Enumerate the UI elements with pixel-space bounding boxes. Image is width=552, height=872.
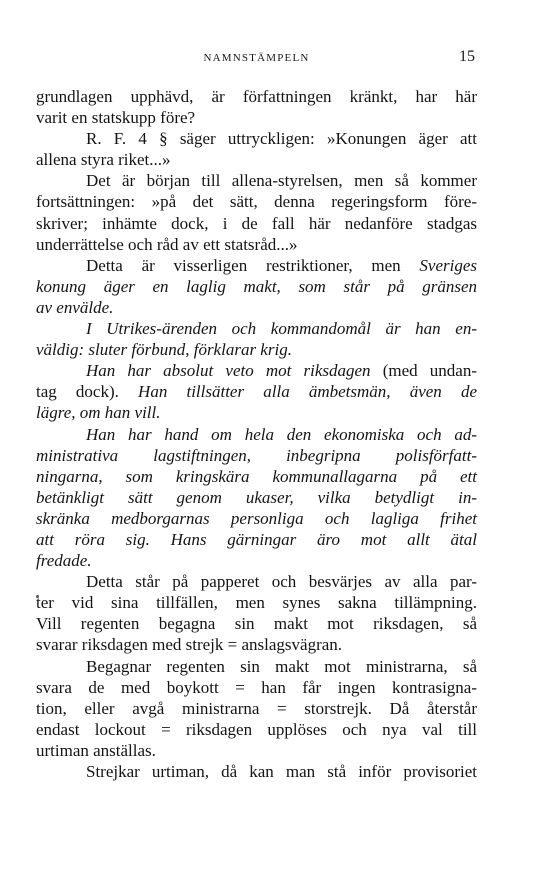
text-line: betänkligt sätt genom ukaser, vilka betydligt in- bbox=[36, 487, 477, 507]
text-line: R. F. 4 § säger uttryckligen: »Konungen äger att bbox=[86, 129, 477, 149]
text-line: urtiman anställas. bbox=[36, 740, 156, 760]
text-line: av envälde. bbox=[36, 297, 114, 317]
paragraph bbox=[36, 424, 477, 572]
text-line: ningarna, som kringskära kommunallagarna på ett bbox=[36, 466, 477, 486]
italic-run: Sveriges bbox=[419, 255, 478, 275]
body-text bbox=[36, 86, 477, 782]
text-line: konung äger en laglig makt, som står på gränsen bbox=[36, 276, 477, 296]
text-line: underrättelse och råd av ett statsråd...» bbox=[36, 234, 298, 254]
text-line: I Utrikes-ärenden och kommandomål är han en- bbox=[86, 319, 477, 339]
paragraph bbox=[36, 318, 477, 360]
text-line: väldig: sluter förbund, förklarar krig. bbox=[36, 340, 292, 360]
text-line: svara de med boykott = han får ingen kontrasigna- bbox=[36, 677, 477, 697]
text-line: varit en statskupp före? bbox=[36, 108, 196, 128]
text-run: Detta är visserligen restriktioner, men bbox=[86, 255, 401, 275]
text-line: skriver; inhämte dock, i de fall här nedanföre stadgas bbox=[36, 213, 477, 233]
paragraph bbox=[36, 128, 477, 170]
text-line: ter vid sina tillfällen, men synes sakna tillämpning. bbox=[36, 593, 477, 613]
italic-run: Han har absolut veto mot riksdagen bbox=[86, 361, 371, 381]
text-line: Vill regenten begagna sin makt mot riksdagen, så bbox=[36, 614, 477, 634]
text-line: Detta står på papperet och besvärjes av alla par- bbox=[86, 572, 477, 592]
text-line: endast lockout = riksdagen upplöses och nya val till bbox=[36, 719, 477, 739]
paragraph bbox=[36, 360, 477, 423]
text-line: Det är början till allena-styrelsen, men så kommer bbox=[86, 171, 477, 191]
text-line bbox=[36, 255, 477, 276]
italic-run: Han tillsätter alla ämbetsmän, även de bbox=[138, 382, 477, 402]
text-line: skränka medborgarnas personliga och lagliga frihet bbox=[36, 508, 477, 528]
text-line: svarar riksdagen med strejk = anslagsvägran. bbox=[36, 635, 343, 655]
text-line bbox=[36, 381, 477, 402]
text-line: att röra sig. Hans gärningar äro mot allt ätal bbox=[36, 529, 477, 549]
paragraph bbox=[36, 255, 477, 318]
running-head bbox=[38, 48, 475, 70]
paragraph bbox=[36, 656, 477, 761]
text-run: (med undan- bbox=[382, 361, 478, 381]
text-line: ministrativa lagstiftningen, inbegripna polisförfatt- bbox=[36, 445, 477, 465]
text-line: fredade. bbox=[36, 551, 92, 571]
paragraph bbox=[36, 761, 477, 782]
page-number: 15 bbox=[459, 48, 475, 65]
text-line: fortsättningen: »på det sätt, denna regeringsform före- bbox=[36, 192, 477, 212]
text-run: tag dock). bbox=[36, 382, 119, 402]
text-line: grundlagen upphävd, är författningen kränkt, har här bbox=[36, 87, 477, 106]
text-line: lägre, om han vill. bbox=[36, 403, 161, 423]
text-line: tion, eller avgå ministrarna = storstrejk. Då återstår bbox=[36, 698, 477, 718]
text-line: Han har hand om hela den ekonomiska och ad- bbox=[86, 424, 477, 444]
text-line bbox=[36, 360, 477, 381]
paragraph bbox=[36, 571, 477, 655]
paragraph bbox=[36, 86, 477, 128]
running-title: NAMNSTÄMPELN bbox=[203, 52, 310, 64]
text-line: Strejkar urtiman, då kan man stå inför provisoriet bbox=[86, 762, 477, 781]
text-line: Begagnar regenten sin makt mot ministrarna, så bbox=[86, 656, 477, 676]
text-line: allena styra riket...» bbox=[36, 150, 171, 170]
paragraph bbox=[36, 170, 477, 254]
